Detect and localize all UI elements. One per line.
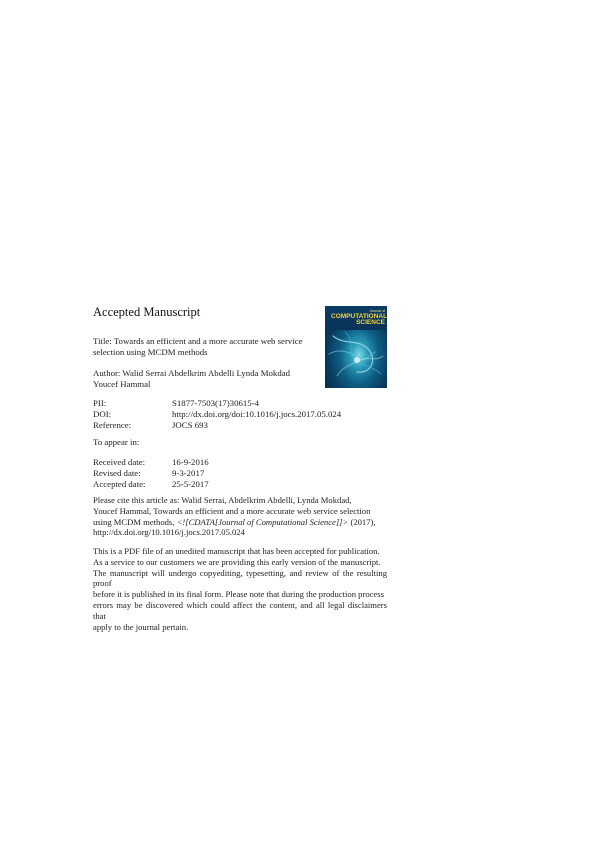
citation-line-2: Youcef Hammal, Towards an efficient and a more accurate web service selection (93, 505, 371, 516)
accepted-date-value: 25-5-2017 (172, 479, 209, 489)
title-line-1: Title: Towards an efficient and a more accurate web service (93, 336, 303, 346)
to-appear-label: To appear in: (93, 437, 140, 447)
page-heading: Accepted Manuscript (93, 305, 201, 319)
cover-journal-line1: COMPUTATIONAL (331, 312, 387, 320)
cover-journal-line2: SCIENCE (356, 319, 385, 327)
citation-line-1: Please cite this article as: Walid Serrai, Abdelkrim Abdelli, Lynda Mokdad, (93, 495, 352, 505)
notice-line-4: before it is published in its final form. Please note that during the production process (93, 589, 384, 600)
notice-line-5: errors may be discovered which could affect the content, and all legal disclaimers that (93, 599, 387, 621)
revised-date-row (93, 468, 393, 479)
citation-journal-italic: <![CDATA[Journal of Computational Science]]> (176, 516, 349, 527)
citation-paragraph (93, 495, 387, 538)
cover-journal-small: Journal of (369, 309, 385, 313)
notice-line-2: As a service to our customers we are providing this early version of the manuscript. (93, 556, 381, 567)
pii-value: S1877-7503(17)30615-4 (172, 398, 259, 408)
author-line-1: Author: Walid Serrai Abdelkrim Abdelli Lynda Mokdad (93, 368, 291, 378)
accepted-date-label: Accepted date: (93, 479, 146, 489)
doi-link[interactable]: http://dx.doi.org/doi:10.1016/j.jocs.2017.05.024 (172, 409, 342, 419)
reference-row (93, 420, 393, 431)
cover-journal-title (331, 310, 385, 327)
notice-line-3: The manuscript will undergo copyediting, typesetting, and review of the resulting proof (93, 567, 387, 589)
revised-date-label: Revised date: (93, 468, 141, 478)
doi-row (93, 409, 393, 420)
citation-line-3-prefix: using MCDM methods, (93, 516, 177, 527)
revised-date-value: 9-3-2017 (172, 468, 205, 478)
notice-line-1: This is a PDF file of an unedited manuscript that has been accepted for publication. (93, 546, 380, 556)
received-date-row (93, 457, 393, 468)
notice-paragraph (93, 546, 387, 632)
notice-line-6: apply to the journal pertain. (93, 621, 189, 632)
author-line-2: Youcef Hammal (93, 379, 151, 389)
cover-spiral-art (325, 326, 387, 388)
citation-line-3-suffix: (2017), (348, 516, 376, 527)
reference-value: JOCS 693 (172, 420, 208, 430)
pii-label: PII: (93, 398, 107, 408)
received-date-label: Received date: (93, 457, 146, 467)
doi-label: DOI: (93, 409, 112, 419)
accepted-date-row (93, 479, 393, 490)
citation-doi-link[interactable]: http://dx.doi.org/10.1016/j.jocs.2017.05.024 (93, 527, 245, 538)
journal-cover-image (325, 306, 387, 388)
title-line-2: selection using MCDM methods (93, 347, 208, 357)
citation-line-3 (93, 517, 387, 528)
received-date-value: 16-9-2016 (172, 457, 209, 467)
reference-label: Reference: (93, 420, 132, 430)
pii-row (93, 398, 393, 409)
